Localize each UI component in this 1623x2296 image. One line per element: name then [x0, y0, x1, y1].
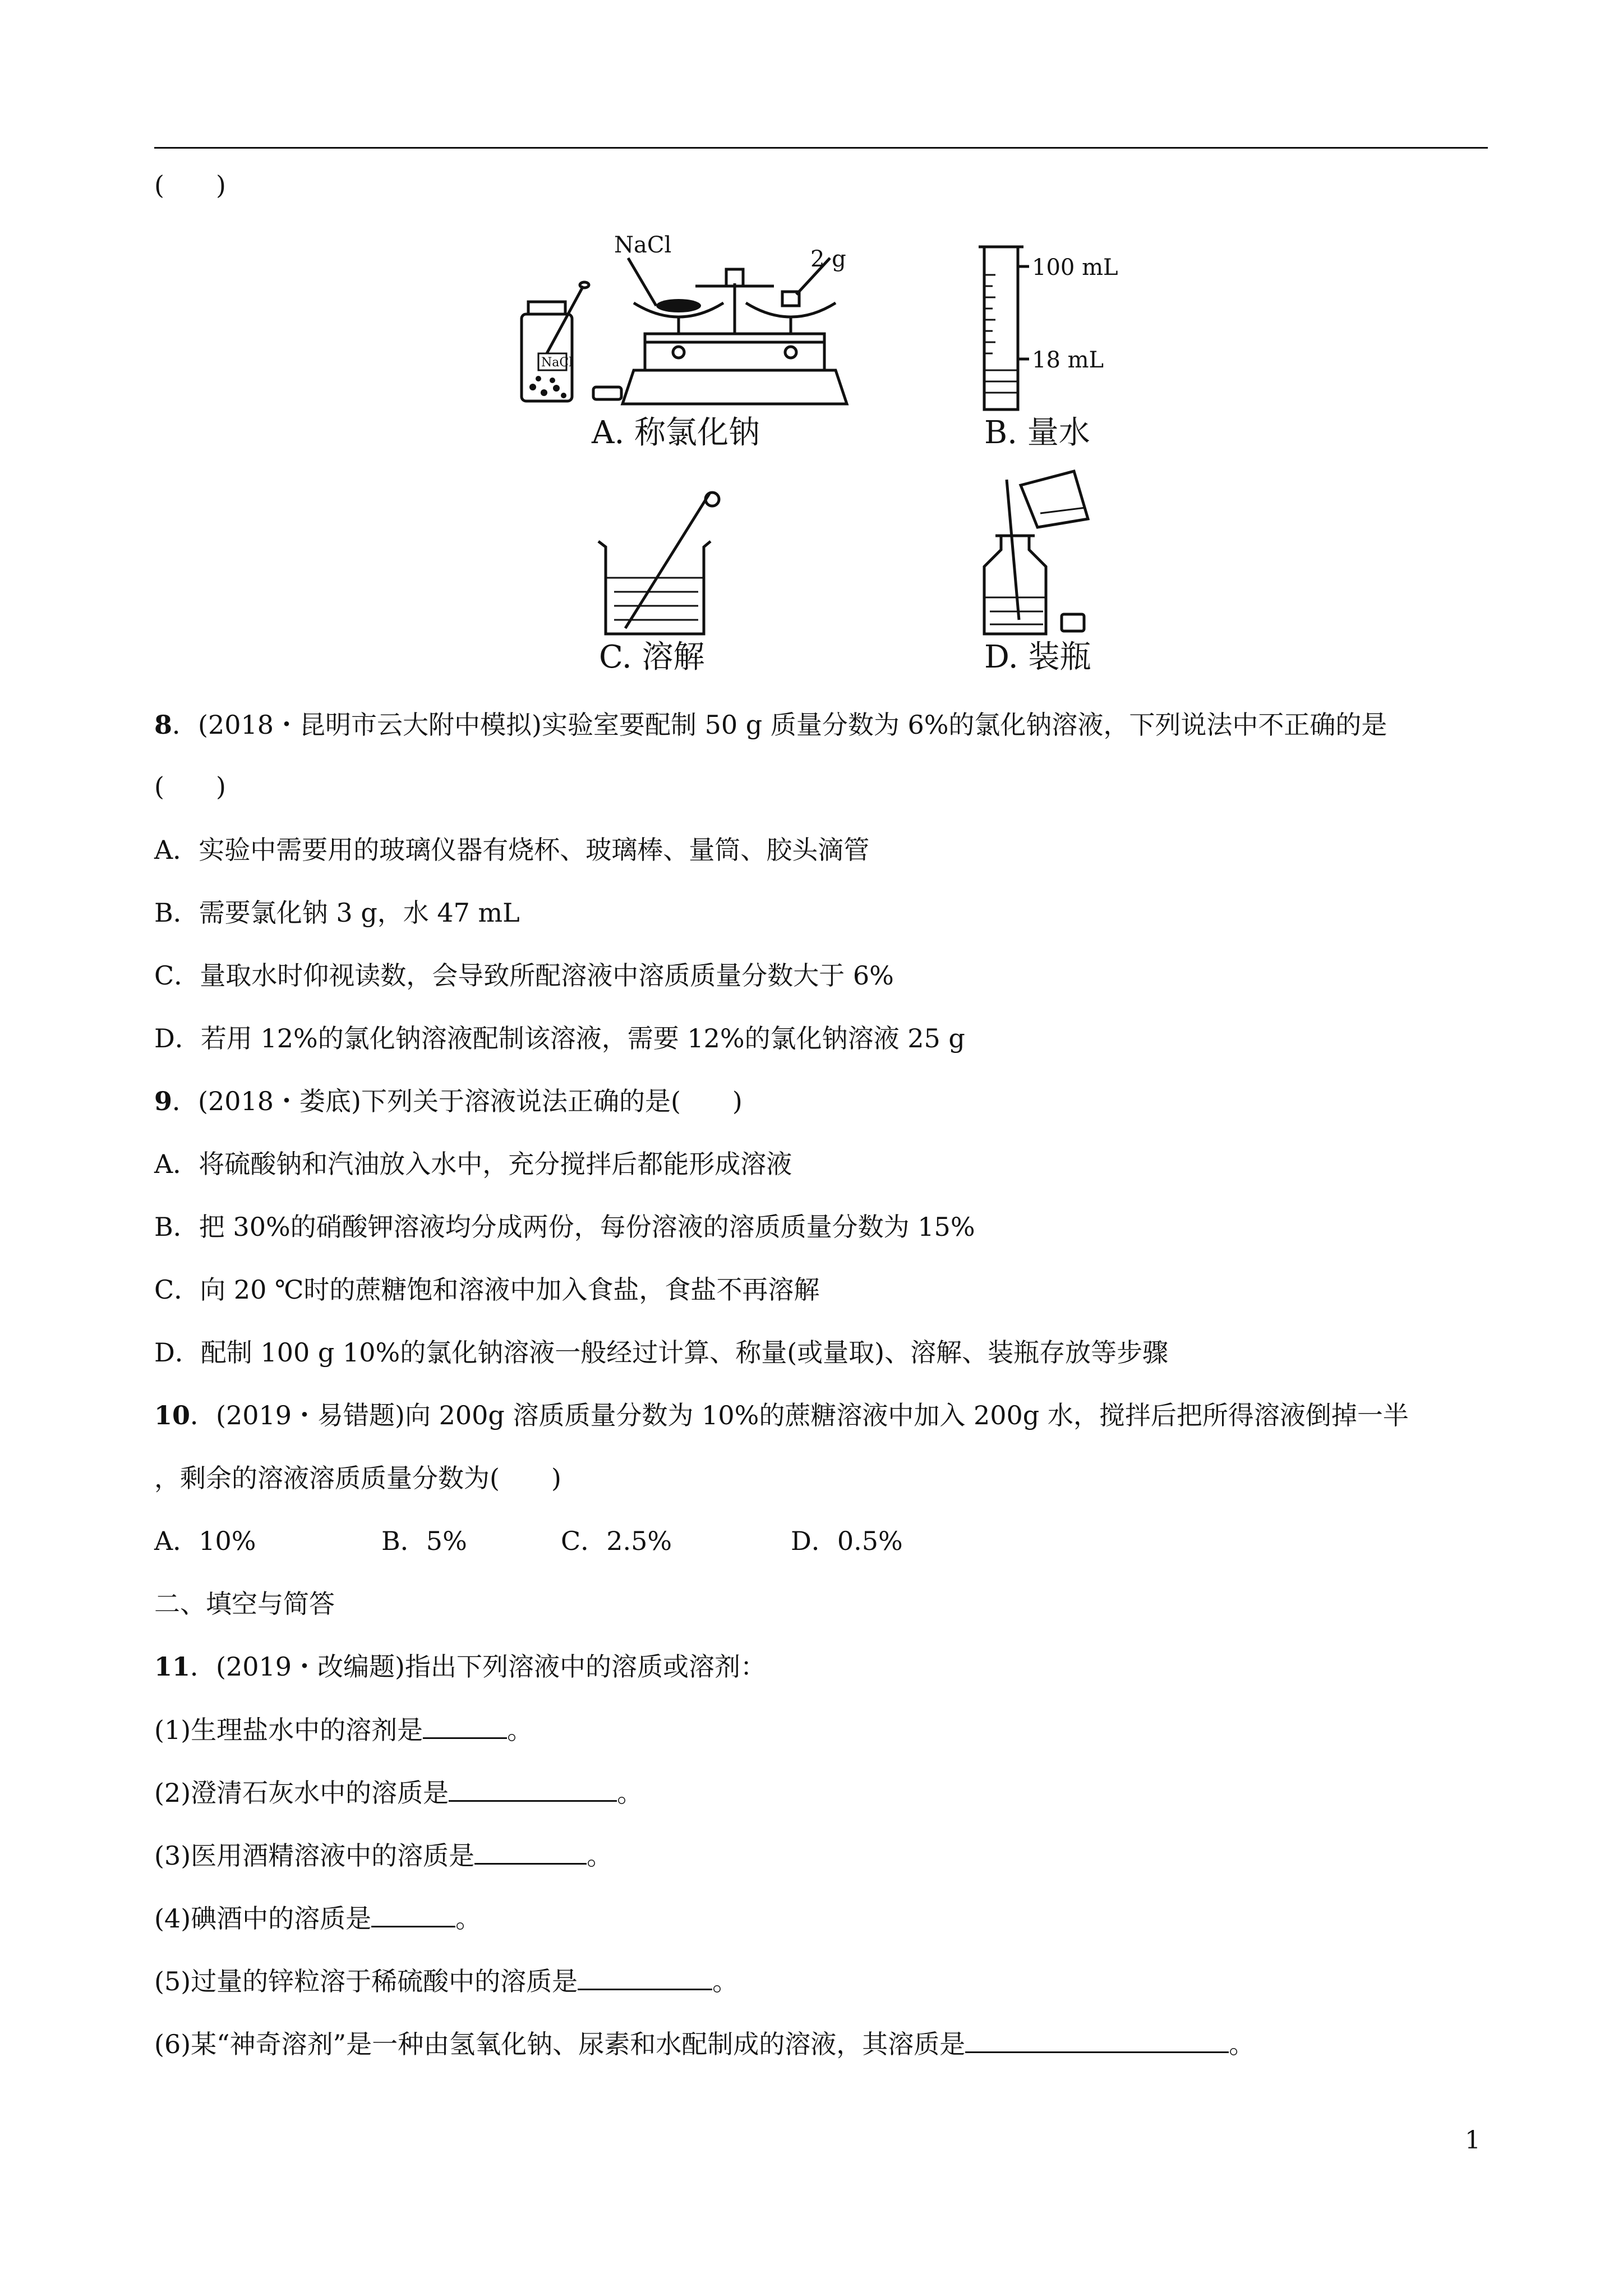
q9-text: 下列关于溶液说法正确的是( ): [361, 1086, 743, 1116]
caption-a: A. 称氯化钠: [592, 415, 760, 451]
q8-bracket: ( ): [154, 771, 226, 802]
q11-item-5: (5)过量的锌粒溶于稀硫酸中的溶质是 。: [154, 1964, 738, 1998]
q10-option-b: B．5%: [381, 1526, 467, 1556]
figure-c-beaker: [592, 488, 737, 639]
answer-blank[interactable]: [474, 1838, 587, 1865]
q8-source: (2018・昆明市云大附中模拟): [198, 710, 542, 740]
figure-a-balance: [516, 230, 864, 415]
page-number: 1: [1465, 2126, 1481, 2155]
q10-text: 向 200g 溶质质量分数为 10%的蔗糖溶液中加入 200g 水，搅拌后把所得溶液倒掉一半: [404, 1400, 1409, 1430]
caption-b: B. 量水: [984, 415, 1090, 451]
label-nacl: NaCl: [614, 232, 672, 258]
q10-option-d: D．0.5%: [791, 1526, 903, 1556]
answer-blank[interactable]: [578, 1964, 712, 1990]
q11-item-2: (2)澄清石灰水中的溶质是 。: [154, 1775, 643, 1810]
answer-blank[interactable]: [371, 1901, 455, 1927]
q8-option-c: C．量取水时仰视读数，会导致所配溶液中溶质质量分数大于 6%: [154, 960, 894, 991]
q8-option-d: D．若用 12%的氯化钠溶液配制该溶液，需要 12%的氯化钠溶液 25 g: [154, 1023, 965, 1053]
prev-question-bracket: ( ): [154, 170, 226, 200]
q11-item-4: (4)碘酒中的溶质是 。: [154, 1901, 481, 1935]
q8-text: 实验室要配制 50 g 质量分数为 6%的氯化钠溶液，下列说法中不正确的是: [541, 710, 1387, 740]
q11-number: 11: [154, 1651, 191, 1682]
label-weight: 2 g: [810, 246, 846, 272]
q9-option-c: C．向 20 ℃时的蔗糖饱和溶液中加入食盐，食盐不再溶解: [154, 1274, 820, 1305]
q10-source: (2019・易错题): [216, 1400, 405, 1430]
q9-stem: 9．(2018・娄底)下列关于溶液说法正确的是( ): [154, 1086, 743, 1116]
section-heading: 二、填空与简答: [154, 1589, 335, 1619]
answer-blank[interactable]: [449, 1775, 617, 1802]
q9-option-b: B．把 30%的硝酸钾溶液均分成两份，每份溶液的溶质质量分数为 15%: [154, 1212, 975, 1242]
figure-d-bottle: [973, 468, 1119, 639]
q11-item-1: (1)生理盐水中的溶剂是 。: [154, 1713, 533, 1747]
q11-item-6: (6)某“神奇溶剂”是一种由氢氧化钠、尿素和水配制成的溶液，其溶质是 。: [154, 2027, 1255, 2061]
q10-stem-cont: ，剩余的溶液溶质质量分数为( ): [154, 1463, 561, 1493]
q9-option-a: A．将硫酸钠和汽油放入水中，充分搅拌后都能形成溶液: [154, 1149, 792, 1179]
label-18ml: 18 mL: [1032, 347, 1104, 373]
q8-stem: 8．(2018・昆明市云大附中模拟)实验室要配制 50 g 质量分数为 6%的氯化钠溶液，下列说法中不正确的是: [154, 710, 1387, 740]
q10-option-c: C．2.5%: [561, 1526, 672, 1556]
q9-number: 9: [154, 1086, 173, 1116]
q8-number: 8: [154, 710, 173, 740]
q11-text: 指出下列溶液中的溶质或溶剂：: [404, 1651, 766, 1682]
q9-option-d: D．配制 100 g 10%的氯化钠溶液一般经过计算、称量(或量取)、溶解、装瓶存放等步骤: [154, 1337, 1169, 1368]
q10-number: 10: [154, 1400, 191, 1430]
q11-source: (2019・改编题): [216, 1651, 405, 1682]
caption-c: C. 溶解: [599, 639, 705, 675]
caption-d: D. 装瓶: [984, 639, 1091, 675]
jar-label: NaCl: [541, 356, 573, 370]
q10-option-a: A．10%: [154, 1526, 256, 1556]
figure-b-cylinder: [973, 241, 1158, 415]
answer-blank[interactable]: [423, 1713, 507, 1739]
q11-stem: 11．(2019・改编题)指出下列溶液中的溶质或溶剂：: [154, 1651, 766, 1682]
q10-stem: 10．(2019・易错题)向 200g 溶质质量分数为 10%的蔗糖溶液中加入 200g 水，搅拌后把所得溶液倒掉一半: [154, 1400, 1409, 1430]
q9-source: (2018・娄底): [198, 1086, 361, 1116]
q8-option-b: B．需要氯化钠 3 g，水 47 mL: [154, 898, 520, 928]
answer-blank[interactable]: [965, 2027, 1229, 2053]
q11-item-3: (3)医用酒精溶液中的溶质是 。: [154, 1838, 612, 1872]
header-rule: [154, 147, 1488, 149]
label-100ml: 100 mL: [1032, 255, 1118, 280]
q8-option-a: A．实验中需要用的玻璃仪器有烧杯、玻璃棒、量筒、胶头滴管: [154, 835, 870, 865]
